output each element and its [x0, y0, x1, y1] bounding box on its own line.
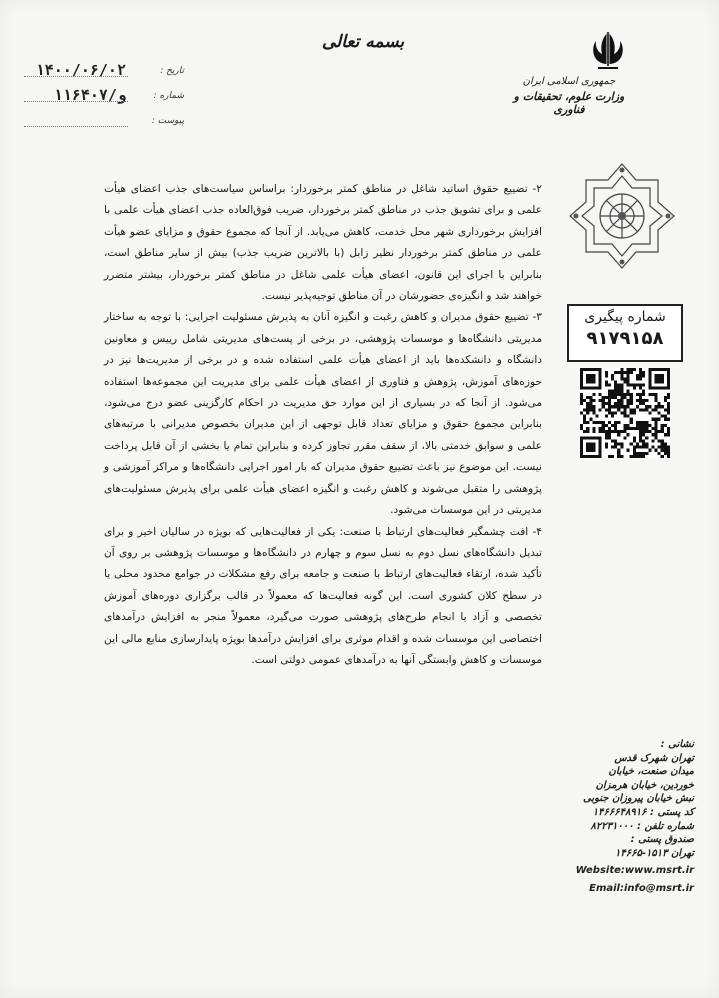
attachment-row — [24, 112, 184, 137]
number-label: شماره : — [153, 91, 184, 101]
tracking-value: ۹۱۷۹۱۵۸ — [586, 328, 664, 349]
email-link[interactable]: Email:info@msrt.ir — [589, 882, 694, 894]
address-line: صندوق پستی : — [630, 834, 694, 846]
number-row — [24, 87, 184, 112]
ministry-name: وزارت علوم، تحقیقات و فناوری — [513, 90, 625, 116]
tracking-number-box — [567, 304, 683, 362]
letter-body — [104, 179, 542, 671]
basmala-heading: بسمه تعالی — [321, 32, 405, 52]
address-line: تهران شهرک قدس — [614, 752, 694, 764]
number-dots — [24, 101, 128, 102]
date-row — [24, 62, 184, 87]
address-line: نشانی : — [660, 739, 694, 750]
republic-name: جمهوری اسلامی ایران — [522, 76, 616, 87]
date-value: ۱۴۰۰/۰۶/۰۲ — [35, 61, 126, 79]
address-line: میدان صنعت، خیابان — [608, 766, 694, 778]
address-block — [562, 738, 694, 896]
qr-code-icon[interactable] — [580, 367, 670, 459]
date-label: تاریخ : — [160, 66, 184, 76]
tracking-label: شماره پیگیری — [584, 309, 666, 325]
attachment-dots — [24, 126, 128, 127]
paragraph-2: ۲- تضییع حقوق اساتید شاغل در مناطق کمتر برخوردار: براساس سیاست‌های جذب اعضای هیأت علمی و برای تشویق جذب در مناطق کمتر برخوردار، ضریب فوق‌العاده جذب اعضای هیأت علمی با افزایش برخورداری شهر محل خدمت، کاهش می‌یابد. از آنجا که مجموع حقوق و مزایای عضو هیأت علمی در مناطق کمتر برخوردار نظیر زابل (با بالاترین ضریب جذب) بیش از سایر مناطق است، بنابراین با اجرای این قانون، اعضای هیأت علمی شاغل در مناطق کمتر برخوردار، بیشتر متضرر خواهند شد و انگیزه‌ی حضورشان در آن مناطق توجیه‌پذیر نیست. — [104, 183, 542, 303]
number-value: ۱۱۶۴۰۷/و — [53, 86, 126, 104]
address-line: تهران ۱۵۱۳-۱۴۶۶۵ — [614, 847, 694, 859]
date-dots — [24, 76, 128, 77]
website-link[interactable]: Website:www.msrt.ir — [575, 865, 694, 877]
address-line: کد پستی : ۱۴۶۶۶۴۸۹۱۶ — [592, 806, 694, 818]
address-line: شماره تلفن : ۸۲۲۳۱۰۰۰ — [590, 820, 694, 832]
attachment-label: پیوست : — [151, 116, 184, 126]
letter-meta — [24, 62, 184, 137]
ministry-title — [499, 76, 639, 116]
paragraph-3: ۳- تضییع حقوق مدیران و کاهش رغبت و انگیزه آنان به پذیرش مسئولیت اجرایی: با توجه به ساختار مدیریتی دانشگاه‌ها و موسسات پژوهشی، در برخی از پست‌های مدیریتی شامل رییس و معاونین دانشگاه و دانشکده‌ها باید از اعضای هیأت علمی استفاده شده و در برخی از مدیریت‌ها نیز در حوزه‌های آموزش، پژوهش و فناوری از اعضای هیأت علمی برای مدیریت این مجموعه‌ها استفاده می‌شود. از آنجا که در بسیاری از این موارد حق مدیریت در احکام کارگزینی عضو درج می‌شود، بنابراین مجموع حقوق و مزایای تعداد قابل توجهی از این مدیران بخصوص مدیرانی با مرتبه‌های علمی و سوابق خدمتی بالا، از سقف مقرر تجاوز کرده و بنابراین تمام یا بخشی از آن قابل پرداخت نیست. این موضوع نیز باعث تضییع حقوق مدیران که بار امور اجرایی دانشگاه‌ها و مراکز آموزشی و پژوهشی را متقبل می‌شوند و کاهش رغبت و انگیزه اعضای هیأت علمی برای پذیرش مسئولیت‌های مدیریتی در این موسسات می‌شود. — [104, 311, 542, 517]
address-line: نبش خیابان پیروزان جنوبی — [583, 793, 694, 805]
paragraph-4: ۴- افت چشمگیر فعالیت‌های ارتباط با صنعت: یکی از فعالیت‌هایی که بویژه در سالیان اخیر و برای تبدیل دانشگاه‌های نسل دوم به نسل سوم و چهارم در دانشگاه‌ها و موسسات پژوهشی بر روی آن تأکید شده، ارتقاء فعالیت‌های ارتباط با صنعت و جامعه برای رفع مشکلات در جوامع محدود محلی یا در سطح کلان کشوری است. این گونه فعالیت‌ها که معمولاً در قالب برگزاری دوره‌های آموزش تخصصی و آزاد یا انجام طرح‌های پژوهشی صورت می‌گیرد، معمولاً منجر به افزایش درآمدهای اختصاصی این موسسات شده و اقدام موثری برای افزایش درآمدها بویژه پایدارسازی منابع مالی این موسسات و کاهش وابستگی آنها به درآمدهای عمومی دولتی است. — [104, 525, 542, 666]
iran-emblem-icon — [588, 28, 628, 76]
islamic-ornament-icon — [566, 160, 678, 272]
address-line: خوردین، خیابان هرمزان — [595, 779, 694, 791]
